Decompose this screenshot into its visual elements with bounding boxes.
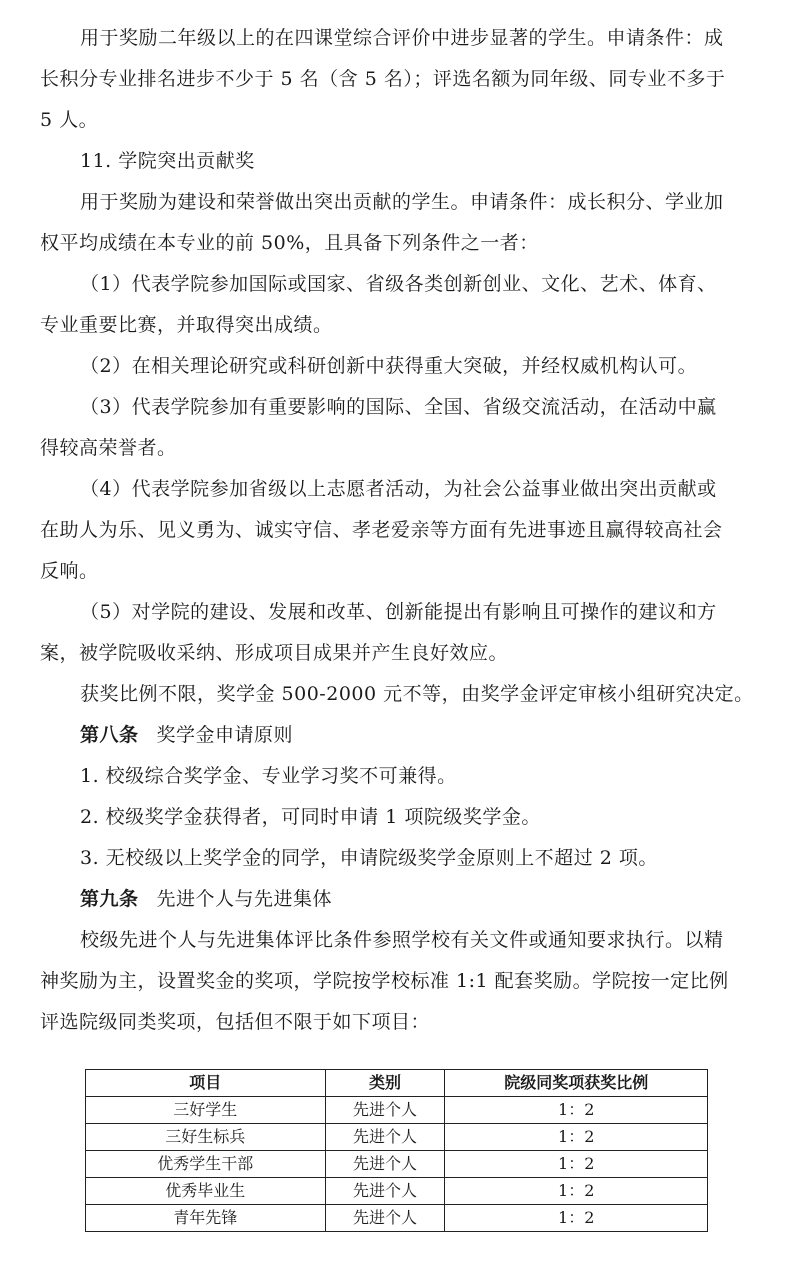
table-cell: 先进个人 (325, 1205, 445, 1232)
table-cell: 1：2 (445, 1097, 708, 1124)
table-cell: 先进个人 (325, 1178, 445, 1205)
paragraph-line: 校级先进个人与先进集体评比条件参照学校有关文件或通知要求执行。以精 (80, 929, 724, 951)
article-label: 第九条 (80, 888, 139, 910)
paragraph-line: 5 人。 (40, 109, 99, 131)
paragraph-line: 评选院级同类奖项，包括但不限于如下项目： (40, 1011, 431, 1033)
paragraph-line: （1）代表学院参加国际或国家、省级各类创新创业、文化、艺术、体育、 (80, 273, 717, 295)
paragraph-line: 用于奖励为建设和荣誉做出突出贡献的学生。申请条件：成长积分、学业加 (80, 191, 724, 213)
table-cell: 优秀毕业生 (86, 1178, 326, 1205)
paragraph-line: 在助人为乐、见义勇为、诚实守信、孝老爱亲等方面有先进事迹且赢得较高社会 (40, 519, 723, 541)
paragraph-line: （5）对学院的建设、发展和改革、创新能提出有影响且可操作的建议和方 (80, 601, 717, 623)
table-cell: 三好学生 (86, 1097, 326, 1124)
table-cell: 优秀学生干部 (86, 1151, 326, 1178)
paragraph-line: 权平均成绩在本专业的前 50%，且具备下列条件之一者： (40, 232, 539, 254)
list-item: 3. 无校级以上奖学金的同学，申请院级奖学金原则上不超过 2 项。 (80, 847, 658, 869)
table-row (86, 1178, 708, 1205)
article-title: 先进个人与先进集体 (156, 888, 333, 910)
paragraph-line: （3）代表学院参加有重要影响的国际、全国、省级交流活动，在活动中赢 (80, 396, 717, 418)
table-cell: 先进个人 (325, 1124, 445, 1151)
paragraph-line: （4）代表学院参加省级以上志愿者活动，为社会公益事业做出突出贡献或 (80, 478, 717, 500)
table-row (86, 1205, 708, 1232)
paragraph-line: 用于奖励二年级以上的在四课堂综合评价中进步显著的学生。申请条件：成 (80, 27, 724, 49)
article-title: 奖学金申请原则 (156, 724, 294, 746)
table-cell: 1：2 (445, 1205, 708, 1232)
table-cell: 青年先锋 (86, 1205, 326, 1232)
list-item: 2. 校级奖学金获得者，可同时申请 1 项院级奖学金。 (80, 806, 541, 828)
table-cell: 1：2 (445, 1124, 708, 1151)
section-heading: 11. 学院突出贡献奖 (80, 150, 255, 172)
table-header-row (86, 1070, 708, 1097)
table-cell: 三好生标兵 (86, 1124, 326, 1151)
column-header: 项目 (86, 1070, 326, 1097)
paragraph-line: （2）在相关理论研究或科研创新中获得重大突破，并经权威机构认可。 (80, 355, 698, 377)
paragraph-line: 长积分专业排名进步不少于 5 名（含 5 名）；评选名额为同年级、同专业不多于 (40, 68, 726, 90)
table-row (86, 1124, 708, 1151)
article-label: 第八条 (80, 724, 139, 746)
list-item: 1. 校级综合奖学金、专业学习奖不可兼得。 (80, 765, 457, 787)
paragraph-line: 反响。 (40, 560, 99, 582)
column-header: 类别 (325, 1070, 445, 1097)
awards-table (85, 1069, 708, 1232)
paragraph-line: 得较高荣誉者。 (40, 437, 177, 459)
article-8-heading (80, 715, 760, 756)
table-row (86, 1097, 708, 1124)
table-cell: 先进个人 (325, 1151, 445, 1178)
paragraph-line: 案，被学院吸收采纳、形成项目成果并产生良好效应。 (40, 642, 509, 664)
paragraph-line: 获奖比例不限，奖学金 500-2000 元不等，由奖学金评定审核小组研究决定。 (80, 683, 754, 705)
table-cell: 1：2 (445, 1178, 708, 1205)
paragraph-line: 神奖励为主，设置奖金的奖项，学院按学校标准 1:1 配套奖励。学院按一定比例 (40, 970, 729, 992)
table-row (86, 1151, 708, 1178)
column-header: 院级同奖项获奖比例 (445, 1070, 708, 1097)
article-9-heading (80, 879, 760, 920)
paragraph-line: 专业重要比赛，并取得突出成绩。 (40, 314, 333, 336)
table-cell: 1：2 (445, 1151, 708, 1178)
table-cell: 先进个人 (325, 1097, 445, 1124)
